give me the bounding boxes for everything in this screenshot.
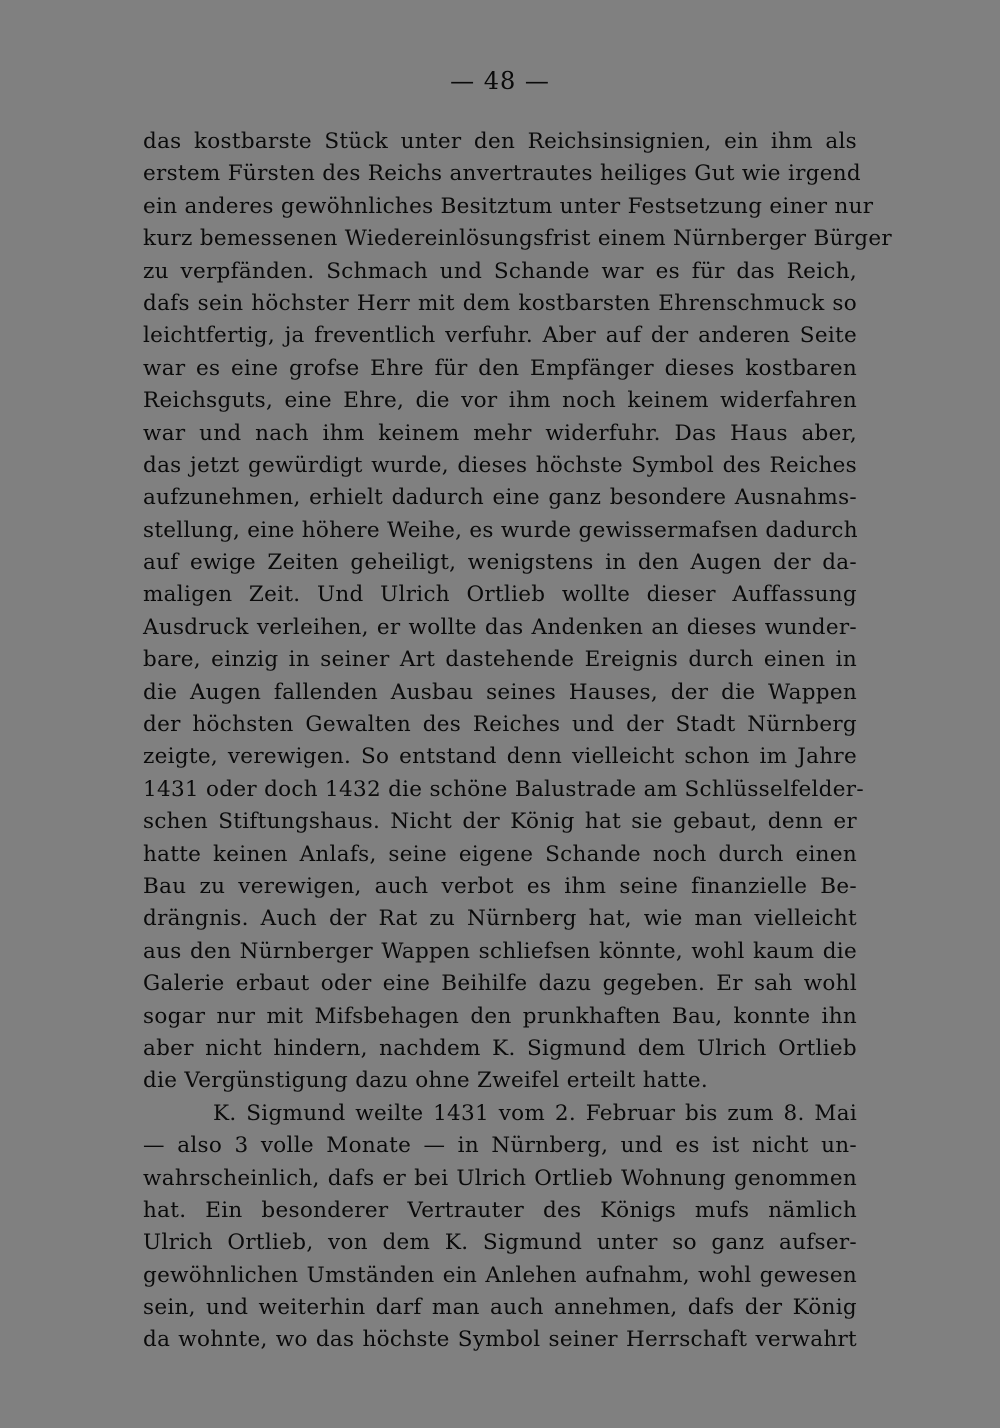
- text-line: zu verpfänden. Schmach und Schande war es für das Reich,: [143, 258, 857, 284]
- text-line: gewöhnlichen Umständen ein Anlehen aufnahm, wohl gewesen: [143, 1262, 857, 1288]
- text-line: sein, und weiterhin darf man auch annehmen, dafs der König: [143, 1295, 857, 1321]
- text-line: das jetzt gewürdigt wurde, dieses höchste Symbol des Reiches: [143, 452, 857, 478]
- paragraph-end-line: die Vergünstigung dazu ohne Zweifel erteilt hatte.: [143, 1068, 709, 1094]
- text-line: drängnis. Auch der Rat zu Nürnberg hat, wie man vielleicht: [143, 906, 857, 932]
- text-line: Ausdruck verleihen, er wollte das Andenken an dieses wunder-: [143, 614, 857, 640]
- text-line: dafs sein höchster Herr mit dem kostbarsten Ehrenschmuck so: [143, 290, 857, 316]
- text-line: war es eine grofse Ehre für den Empfänger dieses kostbaren: [143, 355, 857, 381]
- text-line: 1431 oder doch 1432 die schöne Balustrade am Schlüsselfelder-: [143, 776, 864, 802]
- paragraph-start-line: K. Sigmund weilte 1431 vom 2. Februar bis zum 8. Mai: [213, 1100, 857, 1126]
- text-line: ein anderes gewöhnliches Besitztum unter Festsetzung einer nur: [143, 193, 874, 219]
- text-line: schen Stiftungshaus. Nicht der König hat sie gebaut, denn er: [143, 809, 857, 835]
- text-line: — also 3 volle Monate — in Nürnberg, und es ist nicht un-: [143, 1133, 857, 1159]
- text-line: maligen Zeit. Und Ulrich Ortlieb wollte dieser Auffassung: [143, 582, 857, 608]
- text-line: aber nicht hindern, nachdem K. Sigmund dem Ulrich Ortlieb: [143, 1035, 857, 1061]
- text-line: hatte keinen Anlafs, seine eigene Schande noch durch einen: [143, 841, 857, 867]
- text-line: Reichsguts, eine Ehre, die vor ihm noch keinem widerfahren: [143, 388, 857, 414]
- text-line: Bau zu verewigen, auch verbot es ihm seine finanzielle Be-: [143, 873, 857, 899]
- text-line: da wohnte, wo das höchste Symbol seiner Herrschaft verwahrt: [143, 1327, 857, 1353]
- text-line: aufzunehmen, erhielt dadurch eine ganz besondere Ausnahms-: [143, 485, 857, 511]
- text-line: hat. Ein besonderer Vertrauter des Königs mufs nämlich: [143, 1197, 857, 1223]
- text-line: sogar nur mit Mifsbehagen den prunkhaften Bau, konnte ihn: [143, 1003, 857, 1029]
- text-line: kurz bemessenen Wiedereinlösungsfrist einem Nürnberger Bürger: [143, 226, 892, 252]
- text-line: der höchsten Gewalten des Reiches und der Stadt Nürnberg: [143, 712, 857, 738]
- text-line: bare, einzig in seiner Art dastehende Ereignis durch einen in: [143, 647, 857, 673]
- text-line: erstem Fürsten des Reichs anvertrautes heiliges Gut wie irgend: [143, 161, 862, 187]
- text-line: Ulrich Ortlieb, von dem K. Sigmund unter so ganz aufser-: [143, 1230, 857, 1256]
- text-line: leichtfertig, ja freventlich verfuhr. Aber auf der anderen Seite: [143, 323, 857, 349]
- text-line: das kostbarste Stück unter den Reichsinsignien, ein ihm als: [143, 129, 857, 154]
- text-line: war und nach ihm keinem mehr widerfuhr. Das Haus aber,: [143, 420, 857, 446]
- text-line: aus den Nürnberger Wappen schliefsen könnte, wohl kaum die: [143, 938, 857, 964]
- page-number: — 48 —: [450, 67, 550, 95]
- text-line: auf ewige Zeiten geheiligt, wenigstens in den Augen der da-: [143, 550, 857, 576]
- text-line: Galerie erbaut oder eine Beihilfe dazu gegeben. Er sah wohl: [143, 971, 857, 997]
- text-line: wahrscheinlich, dafs er bei Ulrich Ortlieb Wohnung genommen: [143, 1165, 857, 1191]
- text-line: stellung, eine höhere Weihe, es wurde gewissermafsen dadurch: [143, 517, 858, 543]
- text-line: zeigte, verewigen. So entstand denn vielleicht schon im Jahre: [143, 744, 857, 770]
- text-line: die Augen fallenden Ausbau seines Hauses, der die Wappen: [143, 679, 857, 705]
- body-text: [143, 126, 892, 1357]
